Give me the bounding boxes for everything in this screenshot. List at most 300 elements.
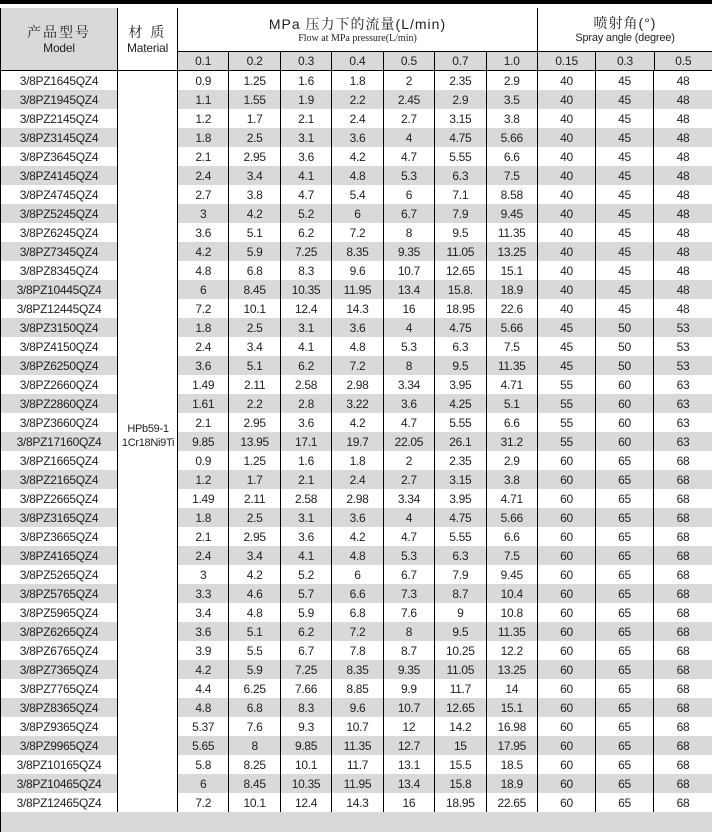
flow-value-cell: 2.4 — [332, 109, 383, 128]
spray-angle-cell: 60 — [538, 584, 596, 603]
material-column-spacer — [118, 470, 178, 489]
model-cell: 3/8PZ4145QZ4 — [0, 166, 118, 185]
spray-angle-cell: 45 — [596, 204, 654, 223]
spray-angle-cell: 55 — [538, 394, 596, 413]
flow-value-cell: 10.1 — [281, 755, 332, 774]
flow-value-cell: 8 — [384, 356, 435, 375]
model-cell: 3/8PZ6265QZ4 — [0, 622, 118, 641]
flow-value-cell: 4.2 — [332, 147, 383, 166]
table-row — [0, 489, 712, 508]
flow-value-cell: 9.45 — [487, 565, 538, 584]
flow-value-cell: 2.7 — [178, 185, 229, 204]
flow-value-cell: 8.3 — [281, 261, 332, 280]
spray-angle-cell: 68 — [654, 470, 712, 489]
model-cell: 3/8PZ3665QZ4 — [0, 527, 118, 546]
flow-value-cell: 4.1 — [281, 337, 332, 356]
flow-value-cell: 8.45 — [229, 280, 280, 299]
flow-value-cell: 4.2 — [178, 660, 229, 679]
material-column-spacer — [118, 774, 178, 793]
material-column-spacer — [118, 603, 178, 622]
flow-value-cell: 4.8 — [332, 546, 383, 565]
spray-angle-cell: 50 — [596, 337, 654, 356]
table-row — [0, 185, 712, 204]
spray-angle-cell: 68 — [676, 453, 690, 468]
flow-value-cell: 5.9 — [229, 242, 280, 261]
spray-angle-cell: 68 — [676, 491, 690, 506]
flow-value-cell: 3 — [178, 204, 229, 223]
model-cell: 3/8PZ8345QZ4 — [0, 261, 118, 280]
spray-angle-cell: 60 — [538, 508, 596, 527]
flow-value-cell: 4.7 — [384, 527, 435, 546]
flow-value-cell: 4.2 — [332, 413, 383, 432]
spray-angle-cell: 48 — [676, 263, 690, 278]
flow-value-cell: 6.8 — [229, 698, 280, 717]
material-column-spacer — [118, 679, 178, 698]
flow-value-cell: 3.9 — [178, 641, 229, 660]
table-row — [0, 755, 712, 774]
spray-angle-cell: 40 — [538, 166, 596, 185]
flow-value-cell: 1.9 — [281, 90, 332, 109]
model-cell: 3/8PZ4745QZ4 — [0, 185, 118, 204]
flow-value-cell: 13.1 — [384, 755, 435, 774]
spray-angle-cell: 40 — [538, 71, 596, 90]
spray-angle-cell: 63 — [676, 377, 690, 392]
flow-value-cell: 3.15 — [435, 109, 486, 128]
spray-angle-cell: 45 — [596, 109, 654, 128]
flow-value-cell: 18.95 — [435, 299, 486, 318]
flow-value-cell: 10.7 — [384, 261, 435, 280]
spray-angle-cell: 65 — [596, 679, 654, 698]
table-row — [0, 318, 712, 337]
material-column-spacer — [118, 698, 178, 717]
spray-angle-cell: 68 — [654, 736, 712, 755]
table-row — [0, 299, 712, 318]
flow-value-cell: 2 — [384, 71, 435, 90]
flow-value-cell: 7.66 — [281, 679, 332, 698]
flow-value-cell: 7.1 — [435, 185, 486, 204]
flow-value-cell: 6.7 — [281, 641, 332, 660]
flow-value-cell: 2.5 — [229, 128, 280, 147]
next-row-sliver — [0, 812, 712, 832]
flow-value-cell: 2.4 — [178, 337, 229, 356]
flow-value-cell: 10.1 — [229, 299, 280, 318]
flow-value-cell: 14.3 — [332, 793, 383, 812]
flow-value-cell: 1.55 — [229, 90, 280, 109]
flow-value-cell: 5.2 — [281, 204, 332, 223]
flow-value-cell: 7.25 — [281, 660, 332, 679]
flow-value-cell: 6.3 — [435, 166, 486, 185]
flow-value-cell: 5.66 — [487, 508, 538, 527]
flow-value-cell: 7.5 — [487, 166, 538, 185]
spray-angle-cell: 48 — [654, 128, 712, 147]
flow-value-cell: 5.1 — [229, 622, 280, 641]
flow-column-group — [178, 8, 538, 70]
flow-value-cell: 13.25 — [487, 242, 538, 261]
flow-value-cell: 16 — [384, 299, 435, 318]
spray-angle-cell: 48 — [676, 225, 690, 240]
angle-col-header: 0.15 — [538, 52, 596, 70]
spray-angle-cell: 60 — [596, 375, 654, 394]
spray-angle-cell: 45 — [596, 223, 654, 242]
flow-title-zh: MPa 压力下的流量(L/min) — [268, 15, 447, 32]
flow-value-cell: 12.2 — [487, 641, 538, 660]
flow-value-cell: 4.2 — [332, 527, 383, 546]
flow-value-cell: 15 — [435, 736, 486, 755]
spray-angle-cell: 60 — [538, 622, 596, 641]
flow-value-cell: 6.2 — [281, 356, 332, 375]
spray-angle-cell: 65 — [596, 489, 654, 508]
material-column-spacer — [118, 299, 178, 318]
flow-value-cell: 9.5 — [435, 622, 486, 641]
material-column-spacer — [118, 318, 178, 337]
flow-value-cell: 1.2 — [178, 109, 229, 128]
flow-value-cell: 1.8 — [178, 128, 229, 147]
spray-angle-cell: 60 — [538, 641, 596, 660]
model-cell: 3/8PZ17160QZ4 — [0, 432, 118, 451]
material-column-spacer — [118, 489, 178, 508]
material-column-spacer — [118, 261, 178, 280]
flow-value-cell: 4.8 — [178, 698, 229, 717]
flow-value-cell: 2.7 — [384, 470, 435, 489]
table-row — [0, 413, 712, 432]
spray-angle-cell: 60 — [538, 489, 596, 508]
flow-value-cell: 31.2 — [487, 432, 538, 451]
flow-value-cell: 6 — [178, 774, 229, 793]
flow-value-cell: 16 — [384, 793, 435, 812]
flow-value-cell: 4.25 — [435, 394, 486, 413]
flow-value-cell: 4.7 — [384, 413, 435, 432]
flow-value-cell: 2.4 — [178, 546, 229, 565]
spray-angle-cell: 60 — [538, 698, 596, 717]
model-header-zh: 产品型号 — [27, 24, 91, 40]
model-cell: 3/8PZ3145QZ4 — [0, 128, 118, 147]
flow-value-cell: 2.2 — [332, 90, 383, 109]
model-cell: 3/8PZ3165QZ4 — [0, 508, 118, 527]
flow-value-cell: 6.25 — [229, 679, 280, 698]
flow-value-cell: 6.3 — [435, 546, 486, 565]
flow-value-cell: 1.1 — [178, 90, 229, 109]
flow-value-cell: 4.7 — [281, 185, 332, 204]
flow-value-cell: 5.1 — [229, 356, 280, 375]
flow-value-cell: 2.95 — [229, 527, 280, 546]
spray-angle-cell: 40 — [538, 90, 596, 109]
flow-value-cell: 1.49 — [178, 489, 229, 508]
material-column-spacer — [118, 527, 178, 546]
flow-group-title — [178, 8, 537, 52]
material-line2: 1Cr18Ni9Ti — [121, 437, 175, 449]
spray-angle-cell: 48 — [676, 73, 690, 88]
flow-value-cell: 4.6 — [229, 584, 280, 603]
flow-value-cell: 7.9 — [435, 565, 486, 584]
flow-value-cell: 5.7 — [281, 584, 332, 603]
material-column-spacer — [118, 394, 178, 413]
material-column-spacer — [118, 793, 178, 812]
flow-value-cell: 1.2 — [178, 470, 229, 489]
spray-angle-cell: 45 — [596, 71, 654, 90]
flow-value-cell: 16.98 — [487, 717, 538, 736]
flow-value-cell: 7.2 — [178, 793, 229, 812]
model-cell: 3/8PZ2145QZ4 — [0, 109, 118, 128]
model-cell: 3/8PZ1945QZ4 — [0, 90, 118, 109]
flow-value-cell: 4 — [384, 128, 435, 147]
flow-value-cell: 2.35 — [435, 451, 486, 470]
table-row — [0, 717, 712, 736]
material-column-spacer — [118, 242, 178, 261]
table-row — [0, 394, 712, 413]
flow-value-cell: 13.4 — [384, 774, 435, 793]
flow-value-cell: 10.35 — [281, 774, 332, 793]
spray-angle-cell: 45 — [538, 356, 596, 375]
table-row — [0, 470, 712, 489]
spray-angle-cell: 40 — [538, 185, 596, 204]
spray-angle-cell: 45 — [596, 261, 654, 280]
spray-angle-cell: 48 — [676, 301, 690, 316]
flow-value-cell: 1.8 — [332, 451, 383, 470]
model-cell: 3/8PZ1645QZ4 — [0, 71, 118, 90]
spray-angle-cell: 68 — [654, 660, 712, 679]
flow-value-cell: 10.7 — [384, 698, 435, 717]
table-header — [0, 8, 712, 71]
spray-angle-cell: 40 — [538, 204, 596, 223]
flow-value-cell: 15.8 — [435, 774, 486, 793]
flow-value-cell: 10.25 — [435, 641, 486, 660]
flow-value-cell: 2.8 — [281, 394, 332, 413]
flow-value-cell: 7.5 — [487, 546, 538, 565]
model-cell: 3/8PZ7345QZ4 — [0, 242, 118, 261]
flow-value-cell: 3.34 — [384, 375, 435, 394]
flow-value-cell: 14.3 — [332, 299, 383, 318]
spray-angle-cell: 45 — [596, 90, 654, 109]
flow-value-cell: 5.3 — [384, 546, 435, 565]
flow-value-cell: 7.6 — [384, 603, 435, 622]
spray-angle-cell: 40 — [538, 242, 596, 261]
table-row — [0, 375, 712, 394]
flow-value-cell: 4.2 — [178, 242, 229, 261]
spray-angle-cell: 65 — [596, 660, 654, 679]
model-cell: 3/8PZ4150QZ4 — [0, 337, 118, 356]
material-column-spacer — [118, 223, 178, 242]
flow-value-cell: 2.45 — [384, 90, 435, 109]
flow-value-cell: 2.11 — [229, 375, 280, 394]
flow-value-cell: 9 — [435, 603, 486, 622]
spray-angle-cell: 60 — [538, 660, 596, 679]
flow-value-cell: 3.95 — [435, 489, 486, 508]
table-top-border — [0, 0, 712, 4]
flow-value-cell: 2.98 — [332, 375, 383, 394]
pressure-subheader — [178, 52, 537, 70]
table-row — [0, 204, 712, 223]
material-value — [118, 422, 178, 450]
table-row — [0, 698, 712, 717]
flow-value-cell: 3 — [178, 565, 229, 584]
table-row — [0, 527, 712, 546]
flow-value-cell: 8.58 — [487, 185, 538, 204]
flow-value-cell: 15.1 — [487, 698, 538, 717]
flow-value-cell: 0.9 — [178, 451, 229, 470]
flow-value-cell: 4.7 — [384, 147, 435, 166]
flow-value-cell: 1.6 — [281, 451, 332, 470]
spray-angle-cell: 68 — [676, 681, 690, 696]
model-cell: 3/8PZ9965QZ4 — [0, 736, 118, 755]
spray-angle-cell: 48 — [676, 149, 690, 164]
spray-angle-cell: 60 — [538, 755, 596, 774]
table-row — [0, 508, 712, 527]
spray-angle-cell: 48 — [654, 242, 712, 261]
spray-angle-cell: 68 — [654, 622, 712, 641]
flow-value-cell: 11.95 — [332, 774, 383, 793]
spray-angle-cell: 65 — [596, 565, 654, 584]
pressure-col-header: 0.4 — [332, 52, 383, 70]
pressure-col-header: 1.0 — [503, 54, 520, 68]
model-cell: 3/8PZ3645QZ4 — [0, 147, 118, 166]
spray-angle-cell: 65 — [596, 736, 654, 755]
model-cell: 3/8PZ2165QZ4 — [0, 470, 118, 489]
flow-value-cell: 9.6 — [332, 261, 383, 280]
flow-value-cell: 12.4 — [281, 793, 332, 812]
flow-value-cell: 2.1 — [281, 109, 332, 128]
spray-angle-cell: 68 — [676, 605, 690, 620]
model-cell: 3/8PZ10445QZ4 — [0, 280, 118, 299]
flow-value-cell: 11.7 — [435, 679, 486, 698]
flow-value-cell: 1.7 — [229, 470, 280, 489]
flow-value-cell: 2.1 — [178, 527, 229, 546]
spray-angle-cell: 50 — [596, 318, 654, 337]
flow-value-cell: 2.1 — [178, 413, 229, 432]
flow-value-cell: 13.25 — [487, 660, 538, 679]
spray-group-title — [538, 8, 712, 52]
material-column-spacer — [118, 717, 178, 736]
spray-angle-cell: 65 — [596, 641, 654, 660]
flow-value-cell: 4 — [384, 508, 435, 527]
flow-value-cell: 6 — [178, 280, 229, 299]
spray-angle-cell: 45 — [596, 242, 654, 261]
model-cell: 3/8PZ7365QZ4 — [0, 660, 118, 679]
spray-title-zh: 喷射角(°) — [593, 15, 657, 31]
material-header-zh: 材 质 — [128, 24, 167, 40]
flow-value-cell: 5.66 — [487, 128, 538, 147]
material-column-spacer — [118, 356, 178, 375]
spray-angle-cell: 65 — [596, 451, 654, 470]
flow-value-cell: 2.7 — [384, 109, 435, 128]
flow-value-cell: 2 — [384, 451, 435, 470]
flow-value-cell: 1.6 — [281, 71, 332, 90]
flow-value-cell: 6 — [332, 204, 383, 223]
table-row — [0, 128, 712, 147]
flow-value-cell: 9.85 — [178, 432, 229, 451]
flow-value-cell: 7.3 — [384, 584, 435, 603]
flow-value-cell: 11.7 — [332, 755, 383, 774]
flow-value-cell: 6.6 — [487, 413, 538, 432]
flow-value-cell: 3.1 — [281, 128, 332, 147]
model-cell: 3/8PZ3660QZ4 — [0, 413, 118, 432]
flow-value-cell: 11.35 — [487, 223, 538, 242]
flow-value-cell: 9.45 — [487, 204, 538, 223]
flow-value-cell: 6.6 — [332, 584, 383, 603]
spray-angle-cell: 60 — [596, 413, 654, 432]
flow-value-cell: 7.25 — [281, 242, 332, 261]
flow-value-cell: 0.9 — [178, 71, 229, 90]
angle-col-header: 0.3 — [596, 52, 654, 70]
spray-angle-cell: 60 — [538, 470, 596, 489]
flow-value-cell: 5.1 — [229, 223, 280, 242]
model-cell: 3/8PZ6765QZ4 — [0, 641, 118, 660]
table-row — [0, 679, 712, 698]
flow-value-cell: 19.7 — [332, 432, 383, 451]
model-cell: 3/8PZ5965QZ4 — [0, 603, 118, 622]
flow-value-cell: 2.11 — [229, 489, 280, 508]
flow-value-cell: 9.6 — [332, 698, 383, 717]
angle-subheader — [538, 52, 712, 70]
model-cell: 3/8PZ2660QZ4 — [0, 375, 118, 394]
spray-angle-cell: 60 — [596, 394, 654, 413]
flow-value-cell: 1.49 — [178, 375, 229, 394]
flow-value-cell: 18.9 — [487, 280, 538, 299]
spray-angle-cell: 68 — [676, 795, 690, 810]
flow-value-cell: 4.71 — [487, 489, 538, 508]
spray-angle-cell: 45 — [596, 166, 654, 185]
flow-value-cell: 1.8 — [178, 318, 229, 337]
table-row — [0, 736, 712, 755]
spray-angle-cell: 40 — [538, 147, 596, 166]
spray-angle-cell: 60 — [538, 546, 596, 565]
model-cell: 3/8PZ2860QZ4 — [0, 394, 118, 413]
spray-angle-cell: 65 — [596, 470, 654, 489]
spray-angle-cell: 63 — [654, 432, 712, 451]
spray-angle-cell: 65 — [596, 546, 654, 565]
table-row — [0, 90, 712, 109]
flow-value-cell: 9.85 — [281, 736, 332, 755]
spray-angle-cell: 60 — [538, 774, 596, 793]
material-column-spacer — [118, 736, 178, 755]
flow-value-cell: 6.8 — [332, 603, 383, 622]
flow-value-cell: 3.8 — [229, 185, 280, 204]
model-cell: 3/8PZ10165QZ4 — [0, 755, 118, 774]
model-cell: 3/8PZ6245QZ4 — [0, 223, 118, 242]
spray-angle-cell: 68 — [654, 774, 712, 793]
angle-col-header: 0.5 — [675, 54, 692, 68]
material-column-spacer — [118, 641, 178, 660]
flow-value-cell: 12.65 — [435, 698, 486, 717]
flow-value-cell: 9.3 — [281, 717, 332, 736]
nozzle-spec-table — [0, 8, 712, 832]
flow-value-cell: 4.71 — [487, 375, 538, 394]
material-column-spacer — [118, 755, 178, 774]
flow-value-cell: 5.65 — [178, 736, 229, 755]
spray-angle-cell: 60 — [538, 527, 596, 546]
flow-value-cell: 2.58 — [281, 375, 332, 394]
material-column-spacer — [118, 660, 178, 679]
flow-value-cell: 8.45 — [229, 774, 280, 793]
model-cell: 3/8PZ1665QZ4 — [0, 451, 118, 470]
flow-value-cell: 11.05 — [435, 660, 486, 679]
flow-value-cell: 5.55 — [435, 527, 486, 546]
flow-value-cell: 3.6 — [332, 318, 383, 337]
flow-value-cell: 7.2 — [332, 223, 383, 242]
spray-angle-cell: 65 — [596, 622, 654, 641]
spray-angle-cell: 53 — [654, 318, 712, 337]
flow-value-cell: 3.1 — [281, 318, 332, 337]
table-row — [0, 242, 712, 261]
spray-angle-cell: 48 — [654, 280, 712, 299]
material-column-spacer — [118, 584, 178, 603]
flow-value-cell: 4.75 — [435, 128, 486, 147]
material-column-spacer — [118, 147, 178, 166]
flow-value-cell: 4.8 — [178, 261, 229, 280]
spray-angle-cell: 65 — [596, 698, 654, 717]
material-column-header — [118, 8, 178, 70]
flow-value-cell: 14.2 — [435, 717, 486, 736]
spray-angle-cell: 60 — [538, 451, 596, 470]
